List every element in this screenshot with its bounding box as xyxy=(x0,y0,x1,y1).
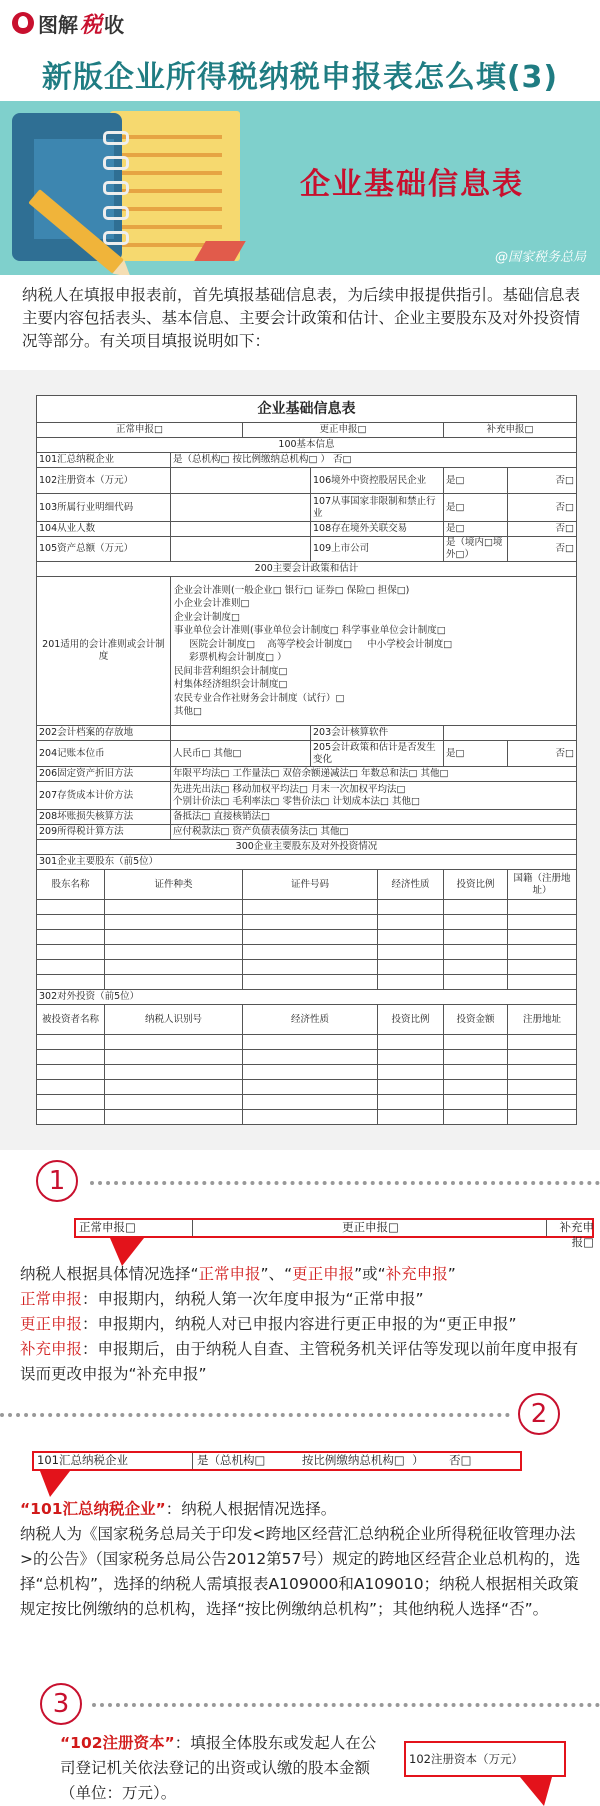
r109-yes: 是（境内□境外□） xyxy=(444,537,508,562)
logo-suffix: 收 xyxy=(104,12,125,37)
r302-row xyxy=(37,1065,577,1080)
r302-header: 注册地址 xyxy=(508,1005,577,1035)
r209-value: 应付税款法□ 资产负债表债务法□ 其他□ xyxy=(171,825,577,840)
step-1-text xyxy=(20,1262,585,1387)
r301-header: 国籍（注册地址） xyxy=(508,870,577,900)
r201-option: 事业单位会计准则(事业单位会计制度□ 科学事业单位会计制度□ xyxy=(174,625,446,636)
ring-icon xyxy=(103,131,129,145)
r201-option: 民间非营利组织会计制度□ xyxy=(174,665,288,677)
r103-label: 103所属行业明细代码 xyxy=(37,494,171,522)
r201-option: 企业会计准则(一般企业□ 银行□ 证券□ 保险□ 担保□) xyxy=(174,584,410,596)
r302-row xyxy=(37,1050,577,1065)
r202-label: 202会计档案的存放地 xyxy=(37,726,171,741)
r302-header: 投资比例 xyxy=(378,1005,444,1035)
logo-icon xyxy=(12,12,34,34)
r301-row xyxy=(37,975,577,990)
r208-value: 备抵法□ 直接核销法□ xyxy=(171,810,577,825)
r109-label: 109上市公司 xyxy=(311,537,444,562)
r201-option: 医院会计制度□ 高等学校会计制度□ 中小学校会计制度□ xyxy=(174,638,453,650)
r108-yes: 是□ xyxy=(444,522,508,537)
r301-header: 经济性质 xyxy=(378,870,444,900)
r206-label: 206固定资产折旧方法 xyxy=(37,767,171,782)
r201-options xyxy=(171,577,577,726)
step-2-summary-box xyxy=(32,1451,522,1471)
step-1-supplement: 补充申报□ xyxy=(559,1220,594,1249)
r108-no: 否□ xyxy=(508,522,577,537)
step-1-report-type-box xyxy=(74,1218,594,1249)
step-2-divider xyxy=(0,1413,510,1417)
step-3-capital-box xyxy=(404,1741,566,1777)
r107-yes: 是□ xyxy=(444,494,508,522)
r102-label: 102注册资本（万元） xyxy=(37,468,171,494)
banner-source: @国家税务总局 xyxy=(494,250,586,265)
r204-value: 人民币□ 其他□ xyxy=(171,741,311,767)
r102-value xyxy=(171,468,311,494)
form-normal-report: 正常申报□ xyxy=(37,423,243,438)
step-2-body: 纳税人为《国家税务总局关于印发<跨地区经营汇总纳税企业所得税征收管理办法>的公告》（国家税务总局公告2012第57号）规定的跨地区经营企业总机构的，选择“总机构”，选择的纳税人需填报表A109000和A109010；纳税人根据相关政策规定按比例缴纳的总机构，选择“按比例缴纳总机构”；其他纳税人选择“否”。 xyxy=(20,1525,581,1618)
r302-header: 被投资者名称 xyxy=(37,1005,105,1035)
r201-option: 其他□ xyxy=(174,706,202,717)
r205-yes: 是□ xyxy=(444,741,508,767)
r301-header: 证件号码 xyxy=(243,870,378,900)
banner-title: 企业基础信息表 xyxy=(300,167,524,202)
r201-option: 彩票机构会计制度□ ） xyxy=(174,652,287,663)
r302-row xyxy=(37,1110,577,1125)
r106-yes: 是□ xyxy=(444,468,508,494)
r301-row xyxy=(37,930,577,945)
r203-value xyxy=(444,726,577,741)
step-2-text xyxy=(20,1497,585,1622)
r202-value xyxy=(171,726,311,741)
r205-label: 205会计政策和估计是否发生变化 xyxy=(311,741,444,767)
r301-header: 股东名称 xyxy=(37,870,105,900)
banner xyxy=(0,101,600,275)
section-100: 100基本信息 xyxy=(37,438,577,453)
form-title: 企业基础信息表 xyxy=(37,396,577,423)
step-1-normal-desc: 正常申报：申报期内，纳税人第一次年度申报为“正常申报” xyxy=(20,1290,424,1308)
r201-option: 农民专业合作社财务会计制度（试行）□ xyxy=(174,692,345,704)
step-1-divider xyxy=(90,1181,600,1185)
r208-label: 208坏账损失核算方法 xyxy=(37,810,171,825)
logo xyxy=(12,10,124,36)
r103-value xyxy=(171,494,311,522)
r302-row xyxy=(37,1035,577,1050)
intro-text: 纳税人在填报申报表前，首先填报基础信息表，为后续申报提供指引。基础信息表主要内容包括表头、基本信息、主要会计政策和估计、企业主要股东及对外投资情况等部分。有关项目填报说明如下： xyxy=(22,286,581,350)
ring-icon xyxy=(103,231,129,245)
r301-header: 证件种类 xyxy=(105,870,243,900)
r105-value xyxy=(171,537,311,562)
step-2-term-line: “101汇总纳税企业”：纳税人根据情况选择。 xyxy=(20,1500,337,1518)
r302-row xyxy=(37,1080,577,1095)
step-3-pointer xyxy=(520,1777,552,1806)
r207-value xyxy=(171,782,577,810)
step-3-text: “102注册资本”：填报全体股东或发起人在公司登记机关依法登记的出资或认缴的股本金额（单位：万元）。 xyxy=(60,1734,377,1802)
top-bar xyxy=(0,0,600,46)
r109-no: 否□ xyxy=(508,537,577,562)
r201-label: 201适用的会计准则或会计制度 xyxy=(37,577,171,726)
r301-row xyxy=(37,960,577,975)
r107-label: 107从事国家非限制和禁止行业 xyxy=(311,494,444,522)
r207-line: 个别计价法□ 毛利率法□ 零售价法□ 计划成本法□ 其他□ xyxy=(173,795,420,807)
r105-label: 105资产总额（万元） xyxy=(37,537,171,562)
r207-line: 先进先出法□ 移动加权平均法□ 月末一次加权平均法□ xyxy=(173,783,406,795)
section-300: 300企业主要股东及对外投资情况 xyxy=(37,840,577,855)
step-2-number: 2 xyxy=(518,1393,560,1435)
r203-label: 203会计核算软件 xyxy=(311,726,444,741)
basic-info-form xyxy=(36,395,577,1125)
ring-icon xyxy=(103,181,129,195)
r301-row xyxy=(37,900,577,915)
logo-prefix: 图解 xyxy=(38,12,78,37)
r209-label: 209所得税计算方法 xyxy=(37,825,171,840)
step-1-number: 1 xyxy=(36,1160,78,1202)
r301-row xyxy=(37,945,577,960)
logo-char: 税 xyxy=(80,12,103,38)
r106-no: 否□ xyxy=(508,468,577,494)
r302-header: 经济性质 xyxy=(243,1005,378,1035)
r106-label: 106境外中资控股居民企业 xyxy=(311,468,444,494)
step-2-box-value: 是（总机构□ 按比例缴纳总机构□ ） 否□ xyxy=(197,1453,472,1467)
r204-label: 204记账本位币 xyxy=(37,741,171,767)
step-3-box-label: 102注册资本（万元） xyxy=(409,1752,523,1766)
r302-label: 302对外投资（前5位） xyxy=(37,990,577,1005)
r101-label: 101汇总纳税企业 xyxy=(37,453,171,468)
form-supplement-report: 补充申报□ xyxy=(444,423,577,438)
r302-header: 投资金额 xyxy=(444,1005,508,1035)
step-2-box-label: 101汇总纳税企业 xyxy=(34,1453,193,1469)
step-3-divider xyxy=(92,1703,600,1707)
step-1-normal: 正常申报□ xyxy=(76,1220,193,1236)
r104-label: 104从业人数 xyxy=(37,522,171,537)
r207-label: 207存货成本计价方法 xyxy=(37,782,171,810)
r205-no: 否□ xyxy=(508,741,577,767)
r201-option: 企业会计制度□ xyxy=(174,611,240,623)
r201-option: 小企业会计准则□ xyxy=(174,598,250,609)
step-1-correct: 更正申报□ xyxy=(192,1220,547,1236)
step-1-line1: 纳税人根据具体情况选择“正常申报”、“更正申报”或“补充申报” xyxy=(20,1265,456,1283)
r301-header: 投资比例 xyxy=(444,870,508,900)
step-1-correct-desc: 更正申报：申报期内，纳税人对已申报内容进行更正申报的为“更正申报” xyxy=(20,1315,517,1333)
r302-header: 纳税人识别号 xyxy=(105,1005,243,1035)
ring-icon xyxy=(103,206,129,220)
r206-value: 年限平均法□ 工作量法□ 双倍余额递减法□ 年数总和法□ 其他□ xyxy=(171,767,577,782)
r108-label: 108存在境外关联交易 xyxy=(311,522,444,537)
section-200: 200主要会计政策和估计 xyxy=(37,562,577,577)
form-correct-report: 更正申报□ xyxy=(243,423,444,438)
r301-row xyxy=(37,915,577,930)
ring-icon xyxy=(103,156,129,170)
r201-option: 村集体经济组织会计制度□ xyxy=(174,679,288,690)
step-1-supp-desc: 补充申报：申报期后，由于纳税人自查、主管税务机关评估等发现以前年度申报有误而更改申报为“补充申报” xyxy=(20,1340,579,1383)
step-3-number: 3 xyxy=(40,1683,82,1725)
step-2-pointer xyxy=(40,1471,70,1497)
page-title: 新版企业所得税纳税申报表怎么填(3) xyxy=(41,60,559,95)
r104-value xyxy=(171,522,311,537)
r107-no: 否□ xyxy=(508,494,577,522)
r302-row xyxy=(37,1095,577,1110)
r101-value: 是（总机构□ 按比例缴纳总机构□ ） 否□ xyxy=(171,453,577,468)
r301-label: 301企业主要股东（前5位） xyxy=(37,855,577,870)
